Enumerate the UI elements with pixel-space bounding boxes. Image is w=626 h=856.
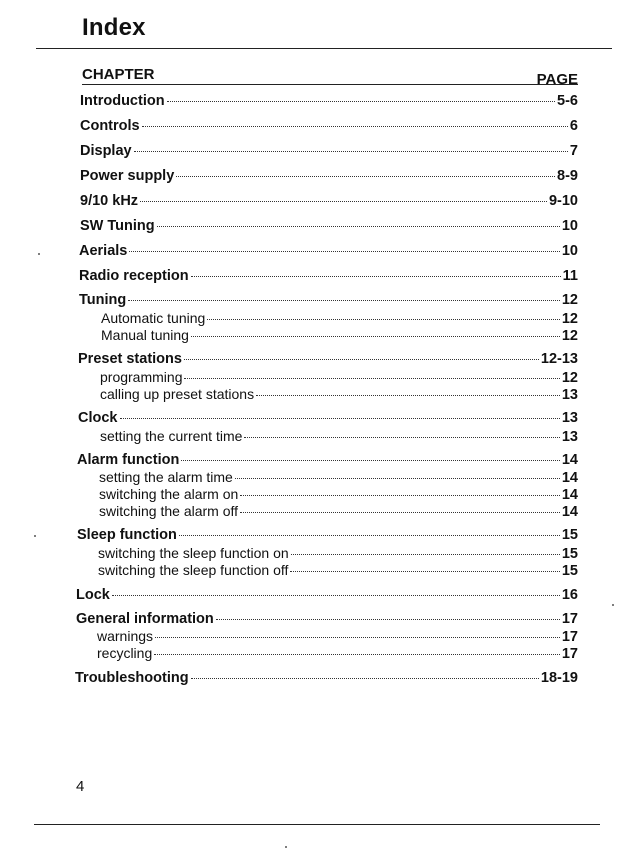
dot-leader	[216, 619, 560, 620]
toc-subentry[interactable]	[98, 545, 578, 562]
toc-entry[interactable]	[80, 193, 578, 209]
toc-entry-page: 15	[561, 527, 578, 543]
toc-subentry[interactable]	[98, 562, 578, 579]
toc-entry-label: Power supply	[80, 168, 175, 184]
toc-entry-label: setting the alarm time	[99, 469, 233, 485]
toc-entry-label: General information	[76, 611, 214, 627]
toc-entry-label: Tuning	[79, 292, 127, 308]
toc-entry-page: 14	[561, 470, 578, 486]
page-title: Index	[82, 14, 146, 41]
toc-subentry[interactable]	[101, 310, 578, 327]
toc-subentry[interactable]	[100, 369, 578, 386]
dot-leader	[244, 437, 559, 438]
toc-entry-label: Introduction	[80, 93, 165, 109]
dot-leader	[184, 359, 539, 360]
toc-entry-page: 7	[569, 143, 578, 159]
toc-entry-page: 13	[561, 387, 578, 403]
toc-subentry[interactable]	[97, 645, 578, 662]
toc-entry-page: 13	[561, 410, 578, 426]
dot-leader	[207, 319, 560, 320]
toc-entry-label: switching the alarm on	[99, 486, 239, 502]
toc-entry-label: Clock	[78, 410, 118, 426]
scan-speck	[34, 535, 36, 537]
toc-entry-page: 12	[561, 311, 578, 327]
toc-entry[interactable]	[77, 527, 578, 543]
toc-subentry[interactable]	[100, 386, 578, 403]
toc-entry-page: 13	[561, 429, 578, 445]
dot-leader	[155, 637, 560, 638]
dot-leader	[184, 378, 559, 379]
toc-entry-page: 11	[562, 268, 578, 284]
toc-subentry[interactable]	[101, 327, 578, 344]
dot-leader	[128, 300, 560, 301]
dot-leader	[191, 336, 560, 337]
dot-leader	[129, 251, 559, 252]
toc-entry[interactable]	[75, 670, 578, 686]
toc-subentry[interactable]	[99, 503, 578, 520]
toc-entry-label: Aerials	[79, 243, 128, 259]
dot-leader	[134, 151, 568, 152]
toc-entry[interactable]	[76, 611, 578, 627]
toc-entry[interactable]	[80, 118, 578, 134]
toc-entry[interactable]	[79, 243, 578, 259]
toc-subentry[interactable]	[97, 628, 578, 645]
toc-entry-page: 15	[561, 563, 578, 579]
toc-entry-page: 12	[561, 370, 578, 386]
toc-entry-label: 9/10 kHz	[80, 193, 139, 209]
toc-entry-label: switching the sleep function off	[98, 562, 289, 578]
toc-entry[interactable]	[80, 168, 578, 184]
dot-leader	[191, 678, 539, 679]
page-column-header: PAGE	[536, 71, 578, 88]
toc-entry-page: 10	[561, 243, 578, 259]
toc-entry-page: 17	[561, 611, 578, 627]
toc-entry-page: 12-13	[540, 351, 578, 367]
dot-leader	[290, 571, 559, 572]
dot-leader	[142, 126, 568, 127]
toc-entry[interactable]	[79, 268, 578, 284]
dot-leader	[181, 460, 560, 461]
scan-speck	[38, 253, 40, 255]
toc-subentry[interactable]	[99, 469, 578, 486]
dot-leader	[235, 478, 560, 479]
toc-entry-page: 17	[561, 629, 578, 645]
toc-entry[interactable]	[77, 452, 578, 468]
dot-leader	[256, 395, 560, 396]
toc-subentry[interactable]	[99, 486, 578, 503]
dot-leader	[240, 495, 560, 496]
toc-entry[interactable]	[76, 587, 578, 603]
dot-leader	[154, 654, 560, 655]
toc-subentry[interactable]	[100, 428, 578, 445]
toc-entry-label: recycling	[97, 645, 153, 661]
dot-leader	[179, 535, 560, 536]
dot-leader	[240, 512, 560, 513]
toc-entry-label: Sleep function	[77, 527, 177, 543]
toc-entry-page: 8-9	[557, 168, 578, 184]
toc-entry-label: switching the sleep function on	[98, 545, 289, 561]
toc-entry-label: Radio reception	[79, 268, 189, 284]
toc-entry-page: 16	[561, 587, 578, 603]
toc-entry-page: 14	[561, 452, 578, 468]
toc-entry-page: 6	[569, 118, 578, 134]
toc-entry[interactable]	[79, 292, 578, 308]
toc-entry-label: warnings	[97, 628, 154, 644]
toc-entry-label: programming	[100, 369, 183, 385]
toc-entry-page: 18-19	[540, 670, 578, 686]
dot-leader	[176, 176, 555, 177]
toc-entry-page: 12	[561, 292, 578, 308]
toc-entry-label: SW Tuning	[80, 218, 155, 234]
scan-speck	[285, 846, 287, 848]
page-number: 4	[76, 778, 85, 795]
toc-entry-label: Preset stations	[78, 351, 182, 367]
bottom-rule	[34, 824, 600, 825]
toc-entry-label: Alarm function	[77, 452, 180, 468]
toc-entry[interactable]	[80, 93, 578, 109]
toc-entry-page: 17	[561, 646, 578, 662]
toc-entry-page: 9-10	[548, 193, 578, 209]
toc-entry-label: calling up preset stations	[100, 386, 255, 402]
toc-entry[interactable]	[78, 351, 578, 367]
toc-entry-label: Manual tuning	[101, 327, 189, 343]
toc-entry-page: 14	[561, 504, 578, 520]
toc-entry-page: 12	[561, 328, 578, 344]
dot-leader	[191, 276, 561, 277]
dot-leader	[140, 201, 547, 202]
chapter-column-header: CHAPTER	[82, 66, 155, 83]
toc-entry-label: Troubleshooting	[75, 670, 189, 686]
dot-leader	[157, 226, 560, 227]
toc-entry-page: 5-6	[557, 93, 578, 109]
toc-entry-label: Controls	[80, 118, 140, 134]
scan-speck	[612, 604, 614, 606]
toc-entry-label: setting the current time	[100, 428, 243, 444]
toc-entry-page: 15	[561, 546, 578, 562]
toc-entry-label: Automatic tuning	[101, 310, 206, 326]
toc-entry[interactable]	[80, 143, 578, 159]
dot-leader	[291, 554, 560, 555]
toc-entry-page: 14	[561, 487, 578, 503]
dot-leader	[112, 595, 560, 596]
dot-leader	[167, 101, 555, 102]
dot-leader	[120, 418, 560, 419]
toc-entry-label: Lock	[76, 587, 110, 603]
toc-entry-page: 10	[561, 218, 578, 234]
toc-entry-label: Display	[80, 143, 132, 159]
toc-entry[interactable]	[80, 218, 578, 234]
toc-entry[interactable]	[78, 410, 578, 426]
toc-entry-label: switching the alarm off	[99, 503, 239, 519]
